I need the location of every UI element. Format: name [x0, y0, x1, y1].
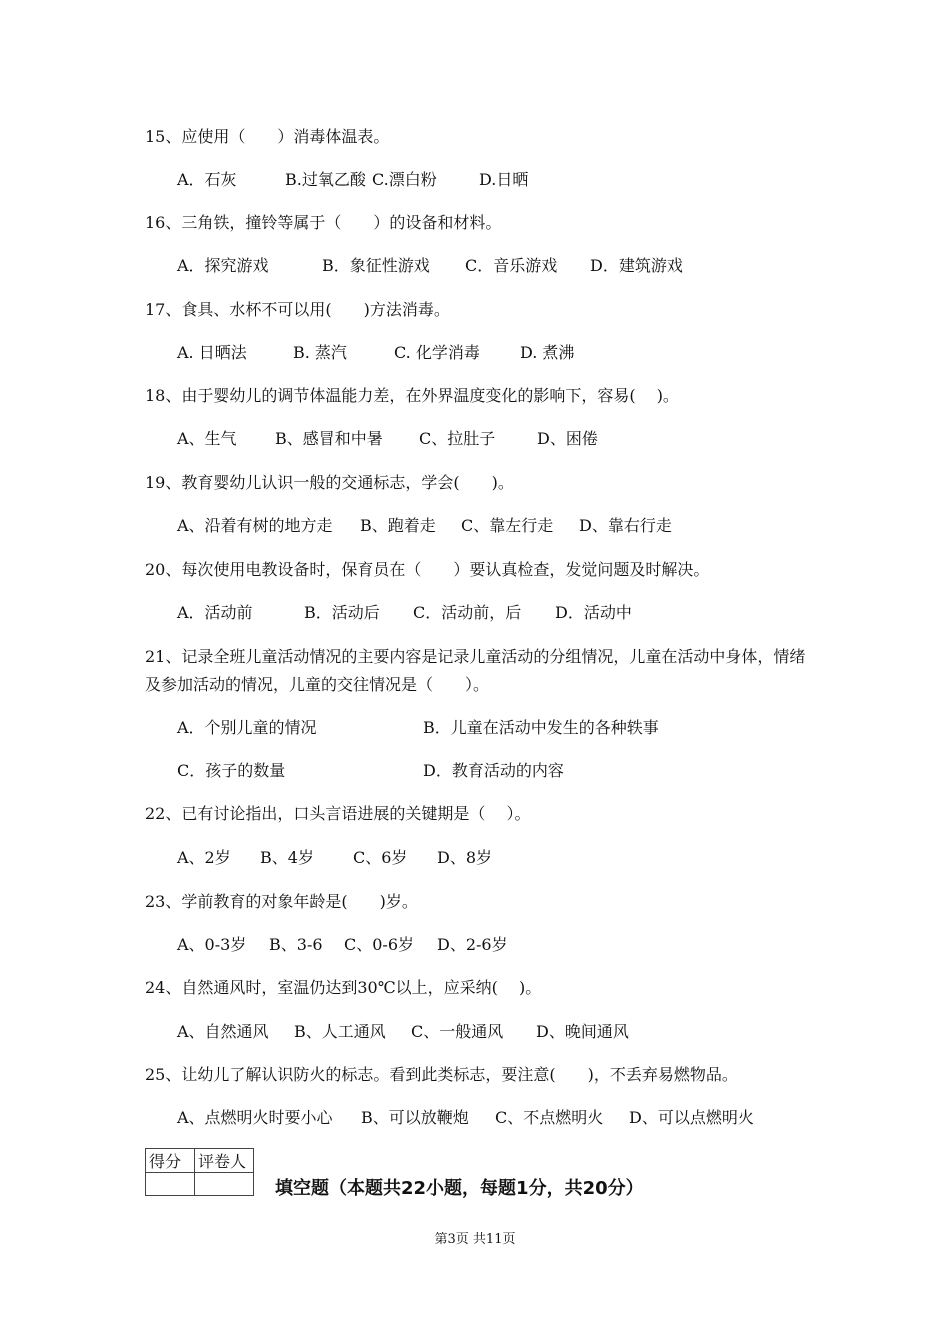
- question-19-option-c: C、靠左行走: [461, 516, 554, 535]
- question-16-option-b: B．象征性游戏: [322, 256, 430, 275]
- question-19-option-a: A、沿着有树的地方走: [177, 516, 333, 535]
- question-16-option-d: D．建筑游戏: [590, 256, 683, 275]
- question-18-option-d: D、困倦: [537, 429, 598, 448]
- question-17-option-c: C. 化学消毒: [394, 343, 480, 362]
- question-21-option-d: D．教育活动的内容: [423, 761, 564, 780]
- question-20-option-d: D．活动中: [555, 603, 632, 622]
- question-21-option-c: C．孩子的数量: [177, 761, 286, 780]
- question-23-stem: 23、学前教育的对象年龄是( )岁。: [145, 892, 418, 911]
- grader-label: 评卷人: [195, 1149, 254, 1173]
- question-15-option-b: B.过氧乙酸: [285, 170, 366, 189]
- question-19-option-d: D、靠右行走: [579, 516, 672, 535]
- question-25-option-c: C、不点燃明火: [495, 1108, 604, 1127]
- question-15-option-c: C.漂白粉: [372, 170, 437, 189]
- question-19-option-b: B、跑着走: [360, 516, 436, 535]
- question-20-option-b: B．活动后: [304, 603, 380, 622]
- question-18-stem: 18、由于婴幼儿的调节体温能力差，在外界温度变化的影响下，容易( )。: [145, 386, 679, 405]
- question-15-option-d: D.日晒: [479, 170, 529, 189]
- question-17-option-d: D. 煮沸: [520, 343, 575, 362]
- question-22-option-a: A、2岁: [177, 848, 231, 867]
- question-25-option-a: A、点燃明火时要小心: [177, 1108, 333, 1127]
- question-22-option-d: D、8岁: [437, 848, 493, 867]
- question-20-option-c: C．活动前，后: [413, 603, 522, 622]
- question-21-stem: 21、记录全班儿童活动情况的主要内容是记录儿童活动的分组情况，儿童在活动中身体，情绪及参加活动的情况，儿童的交往情况是（ ）。: [145, 647, 806, 694]
- score-cell[interactable]: [146, 1173, 195, 1196]
- question-16-stem: 16、三角铁，撞铃等属于（ ）的设备和材料。: [145, 213, 502, 232]
- question-18-option-c: C、拉肚子: [419, 429, 496, 448]
- section-title: 填空题（本题共22小题，每题1分，共20分）: [275, 1178, 644, 1199]
- question-19-stem: 19、教育婴幼儿认识一般的交通标志，学会( )。: [145, 473, 514, 492]
- question-15-option-a: A．石灰: [177, 170, 237, 189]
- question-16-option-a: A．探究游戏: [177, 256, 269, 275]
- question-21-option-b: B．儿童在活动中发生的各种轶事: [423, 718, 659, 737]
- grader-cell[interactable]: [195, 1173, 254, 1196]
- score-label: 得分: [146, 1149, 195, 1173]
- question-17-option-b: B. 蒸汽: [293, 343, 347, 362]
- question-23-option-a: A、0-3岁: [177, 935, 247, 954]
- question-18-option-b: B、感冒和中暑: [275, 429, 383, 448]
- question-17-option-a: A. 日晒法: [177, 343, 247, 362]
- question-24-stem: 24、自然通风时，室温仍达到30℃以上，应采纳( )。: [145, 978, 542, 997]
- question-22-option-b: B、4岁: [260, 848, 314, 867]
- question-16-option-c: C．音乐游戏: [465, 256, 558, 275]
- score-table-input-row: [146, 1173, 254, 1196]
- score-table-header-row: [146, 1149, 254, 1173]
- page-footer: 第3页 共11页: [434, 1232, 516, 1247]
- question-25-stem: 25、让幼儿了解认识防火的标志。看到此类标志，要注意( )，不丢弃易燃物品。: [145, 1065, 738, 1084]
- question-25-option-b: B、可以放鞭炮: [361, 1108, 469, 1127]
- question-23-option-c: C、0-6岁: [344, 935, 415, 954]
- question-22-stem: 22、已有讨论指出，口头言语进展的关键期是（ ）。: [145, 804, 531, 823]
- question-24-option-a: A、自然通风: [177, 1022, 269, 1041]
- question-20-stem: 20、每次使用电教设备时，保育员在（ ）要认真检查，发觉问题及时解决。: [145, 560, 710, 579]
- question-24-option-c: C、一般通风: [411, 1022, 504, 1041]
- question-22-option-c: C、6岁: [353, 848, 408, 867]
- question-25-option-d: D、可以点燃明火: [629, 1108, 754, 1127]
- question-24-option-d: D、晚间通风: [536, 1022, 629, 1041]
- score-table: [145, 1148, 254, 1196]
- question-20-option-a: A．活动前: [177, 603, 253, 622]
- question-23-option-b: B、3-6: [269, 935, 323, 954]
- question-21-option-a: A．个别儿童的情况: [177, 718, 317, 737]
- question-18-option-a: A、生气: [177, 429, 237, 448]
- question-23-option-d: D、2-6岁: [437, 935, 508, 954]
- question-15-stem: 15、应使用（ ）消毒体温表。: [145, 127, 390, 146]
- question-24-option-b: B、人工通风: [294, 1022, 386, 1041]
- question-17-stem: 17、食具、水杯不可以用( )方法消毒。: [145, 300, 450, 319]
